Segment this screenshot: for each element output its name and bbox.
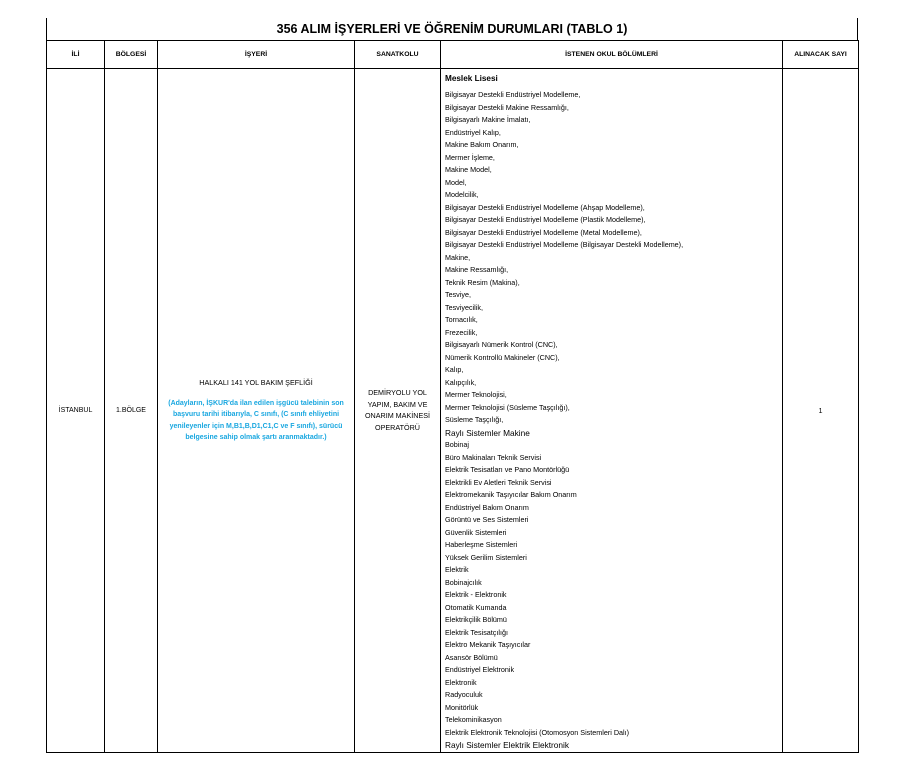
list-item: Makine Bakım Onarım, (445, 140, 519, 149)
list-item: Mermer Teknolojisi (Süsleme Taşçılığı), (445, 402, 570, 412)
list-item: Raylı Sistemler Elektrik Elektronik (445, 740, 570, 750)
list-item: Bilgisayar Destekli Endüstriyel Modelleme, (445, 90, 581, 99)
list-item: Bilgisayar Destekli Endüstriyel Modelleme (Ahşap Modelleme), (445, 202, 645, 212)
list-item: Makine Ressamlığı, (445, 265, 509, 274)
list-item: Asansör Bölümü (445, 652, 498, 662)
list-item: Elektrik Elektronik Teknolojisi (Otomosyon Sistemleri Dalı) (445, 727, 630, 737)
list-item: Mermer Teknolojisi, (445, 390, 507, 399)
list-item: Elektrik - Elektronik (445, 590, 507, 599)
list-item: Bilgisayar Destekli Endüstriyel Modelleme (Bilgisayar Destekli Modelleme), (445, 240, 684, 249)
header-il: İLİ (47, 41, 105, 69)
header-bolumler: İSTENEN OKUL BÖLÜMLERİ (441, 41, 783, 69)
list-item: Endüstriyel Elektronik (445, 665, 515, 674)
list-item: Frezecilik, (445, 327, 478, 337)
list-item: Elektro Mekanik Taşıyıcılar (445, 640, 531, 649)
list-item: Raylı Sistemler Makine (445, 427, 530, 438)
workplace-name: HALKALI 141 YOL BAKIM ŞEFLİĞİ (199, 377, 313, 387)
list-item: Bobinaj (445, 440, 469, 449)
list-item: Mermer İşleme, (445, 152, 495, 162)
list-item: Elektrikli Ev Aletleri Teknik Servisi (445, 477, 552, 487)
list-item: Bilgisayar Destekli Endüstriyel Modelleme (Metal Modelleme), (445, 227, 642, 237)
list-item: Makine Model, (445, 165, 492, 174)
list-item: Tornacılık, (445, 315, 478, 324)
dept-heading: Meslek Lisesi (445, 74, 498, 83)
cell-sanatkolu: DEMİRYOLU YOL YAPIM, BAKIM VE ONARIM MAKİNESİ OPERATÖRÜ (355, 69, 441, 753)
list-item: Elektronik (445, 677, 477, 687)
positions-table (46, 40, 859, 753)
list-item: Otomatik Kumanda (445, 602, 507, 612)
header-sayi: ALINACAK SAYI (783, 41, 859, 69)
list-item: Elektromekanik Taşıyıcılar Bakım Onarım (445, 490, 577, 499)
list-item: Haberleşme Sistemleri (445, 540, 518, 549)
list-item: Kalıpçılık, (445, 377, 477, 387)
header-isyeri: İŞYERİ (158, 41, 355, 69)
header-bolge: BÖLGESİ (105, 41, 158, 69)
cell-bolge: 1.BÖLGE (105, 69, 158, 753)
list-item: Elektrik Tesisatları ve Pano Montörlüğü (445, 465, 570, 474)
list-item: Güvenlik Sistemleri (445, 527, 507, 537)
list-item: Bilgisayarlı Makine İmalatı, (445, 115, 531, 124)
list-item: Bilgisayar Destekli Makine Ressamlığı, (445, 102, 569, 112)
document-sheet (46, 18, 858, 753)
list-item: Model, (445, 177, 467, 187)
list-item: Teknik Resim (Makina), (445, 277, 520, 287)
workplace-note: (Adayların, İŞKUR'da ilan edilen işgücü talebinin son başvuru tarihi itibarıyla, C sınıfı, (C sınıfı ehliyetini yenileyenler için M,B1,B,D1,C1,C ve F sınıfı), sürücü belgesine sahip olmak şartı aranmaktadır.) (168, 399, 344, 442)
cell-il: İSTANBUL (47, 69, 105, 753)
list-item: Tesviyecilik, (445, 302, 483, 312)
list-item: Bilgisayarlı Nümerik Kontrol (CNC), (445, 340, 558, 349)
cell-sayi: 1 (783, 69, 859, 753)
cell-bolumler (441, 69, 783, 753)
list-item: Makine, (445, 252, 471, 262)
list-item: Büro Makinaları Teknik Servisi (445, 452, 542, 462)
list-item: Endüstriyel Kalıp, (445, 127, 501, 137)
list-item: Elektrikçilik Bölümü (445, 615, 507, 624)
list-item: Elektrik Tesisatçılığı (445, 627, 508, 637)
list-item: Nümerik Kontrollü Makineler (CNC), (445, 352, 560, 362)
document-title: 356 ALIM İŞYERLERİ VE ÖĞRENİM DURUMLARI (TABLO 1) (46, 18, 858, 40)
table-header-row (47, 41, 859, 69)
list-item: Kalıp, (445, 365, 464, 374)
dept-list (445, 89, 779, 752)
header-sanatkolu: SANATKOLU (355, 41, 441, 69)
list-item: Telekominikasyon (445, 715, 502, 724)
list-item: Bobinajcılık (445, 577, 482, 587)
list-item: Tesviye, (445, 290, 471, 299)
cell-isyeri (158, 69, 355, 753)
list-item: Görüntü ve Ses Sistemleri (445, 515, 529, 524)
table-row (47, 69, 859, 753)
list-item: Modelcilik, (445, 190, 479, 199)
list-item: Elektrik (445, 565, 469, 574)
list-item: Radyoculuk (445, 690, 483, 699)
list-item: Bilgisayar Destekli Endüstriyel Modelleme (Plastik Modelleme), (445, 215, 646, 224)
list-item: Endüstriyel Bakım Onarım (445, 502, 529, 512)
list-item: Yüksek Gerilim Sistemleri (445, 552, 527, 562)
list-item: Süsleme Taşçılığı, (445, 415, 504, 424)
list-item: Monitörlük (445, 702, 479, 712)
